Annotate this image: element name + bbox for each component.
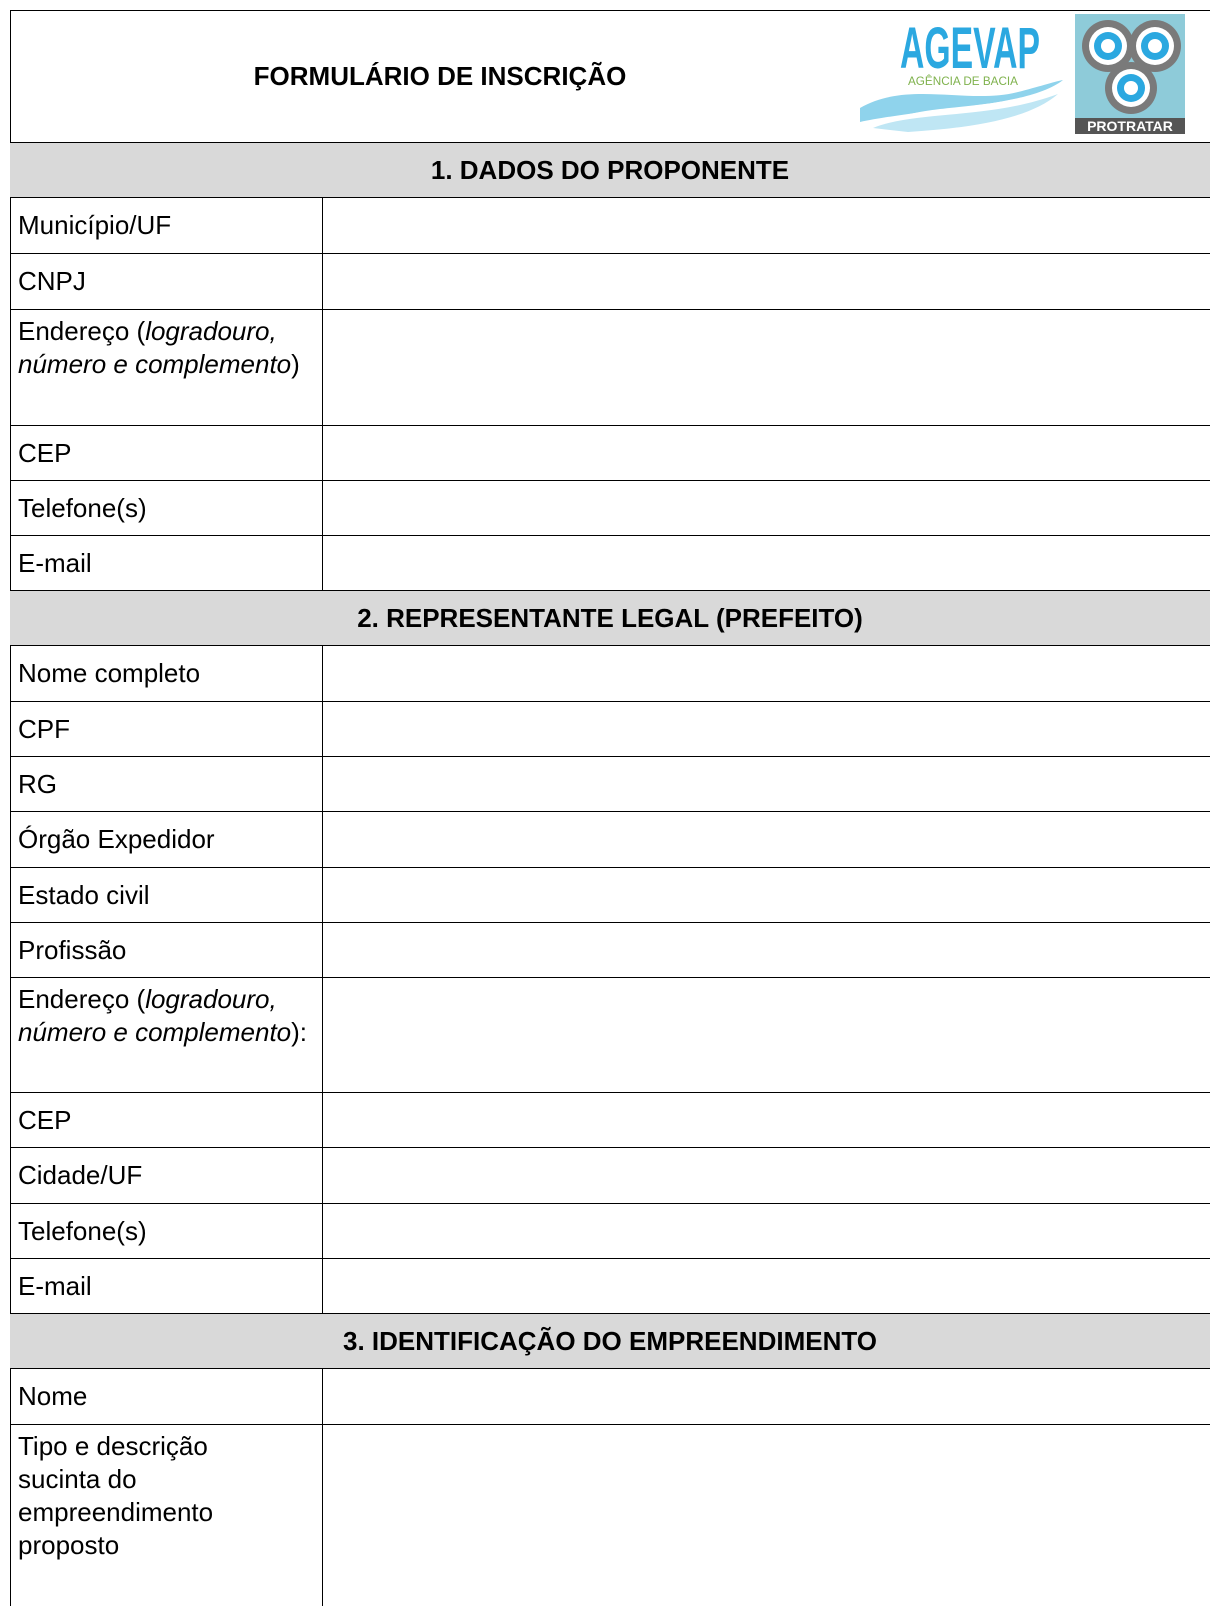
form-row-tipo-empreendimento: [10, 1425, 1210, 1606]
cnpj-field[interactable]: [323, 254, 1210, 309]
cep-field[interactable]: [323, 426, 1210, 480]
form-row-profissao: [10, 923, 1210, 978]
field-label: Município/UF: [10, 198, 323, 253]
section-header-empreendimento: 3. IDENTIFICAÇÃO DO EMPREENDIMENTO: [10, 1314, 1210, 1369]
label-text: ): [291, 349, 300, 379]
field-label: [10, 978, 323, 1092]
label-text: Endereço (: [18, 984, 146, 1014]
form-title: FORMULÁRIO DE INSCRIÇÃO: [253, 61, 627, 91]
agevap-logo-text: AGEVAP: [900, 16, 1040, 81]
form-row-cnpj: [10, 254, 1210, 310]
field-label: E-mail: [10, 1259, 323, 1313]
agevap-logo: [848, 10, 1066, 134]
endereco-representante-field[interactable]: [323, 978, 1210, 1092]
form-row-telefone-representante: [10, 1204, 1210, 1259]
form-row-cpf: [10, 702, 1210, 757]
label-italic-text: logradouro, número e complemento: [18, 316, 292, 379]
field-label: CNPJ: [10, 254, 323, 309]
field-label: CEP: [10, 426, 323, 480]
cep-representante-field[interactable]: [323, 1093, 1210, 1147]
form-row-email-representante: [10, 1259, 1210, 1314]
label-text: Endereço (: [18, 316, 146, 346]
cpf-field[interactable]: [323, 702, 1210, 756]
form-row-endereco: [10, 310, 1210, 426]
form-row-email: [10, 536, 1210, 591]
field-label: Tipo e descrição sucinta do empreendimento proposto: [10, 1425, 323, 1606]
form-row-cidade: [10, 1148, 1210, 1204]
field-label: Profissão: [10, 923, 323, 977]
profissao-field[interactable]: [323, 923, 1210, 977]
field-label: E-mail: [10, 536, 323, 590]
form-row-nome: [10, 646, 1210, 702]
section-header-proponente: 1. DADOS DO PROPONENTE: [10, 143, 1210, 198]
field-label: Estado civil: [10, 868, 323, 922]
estado-civil-field[interactable]: [323, 868, 1210, 922]
field-label: Nome completo: [10, 646, 323, 701]
telefone-field[interactable]: [323, 481, 1210, 535]
field-label: [10, 310, 323, 425]
endereco-field[interactable]: [323, 310, 1210, 425]
form-row-rg: [10, 757, 1210, 812]
form-row-endereco-representante: [10, 978, 1210, 1093]
form-row-cep-representante: [10, 1093, 1210, 1148]
field-label: Telefone(s): [10, 481, 323, 535]
rg-field[interactable]: [323, 757, 1210, 811]
nome-empreendimento-field[interactable]: [323, 1369, 1210, 1424]
email-field[interactable]: [323, 536, 1210, 590]
agevap-logo-subtitle: AGÊNCIA DE BACIA: [908, 74, 1021, 88]
section-header-representante: 2. REPRESENTANTE LEGAL (PREFEITO): [10, 591, 1210, 646]
nome-completo-field[interactable]: [323, 646, 1210, 701]
field-label: CPF: [10, 702, 323, 756]
form-row-municipio: [10, 198, 1210, 254]
form-row-cep: [10, 426, 1210, 481]
field-label: Cidade/UF: [10, 1148, 323, 1203]
tipo-empreendimento-field[interactable]: [323, 1425, 1210, 1606]
field-label: Telefone(s): [10, 1204, 323, 1258]
protratar-logo-text: PROTRATAR: [1087, 118, 1173, 134]
field-label: RG: [10, 757, 323, 811]
municipio-field[interactable]: [323, 198, 1210, 253]
form-row-telefone: [10, 481, 1210, 536]
form-row-estado-civil: [10, 868, 1210, 923]
field-label: Nome: [10, 1369, 323, 1424]
telefone-representante-field[interactable]: [323, 1204, 1210, 1258]
email-representante-field[interactable]: [323, 1259, 1210, 1313]
cidade-field[interactable]: [323, 1148, 1210, 1203]
form-row-nome-empreendimento: [10, 1369, 1210, 1425]
orgao-expedidor-field[interactable]: [323, 812, 1210, 867]
protratar-logo: [1075, 14, 1185, 134]
label-text: ):: [291, 1017, 308, 1047]
form-row-orgao: [10, 812, 1210, 868]
label-italic-text: logradouro, número e complemento: [18, 984, 292, 1047]
field-label: Órgão Expedidor: [10, 812, 323, 867]
field-label: CEP: [10, 1093, 323, 1147]
